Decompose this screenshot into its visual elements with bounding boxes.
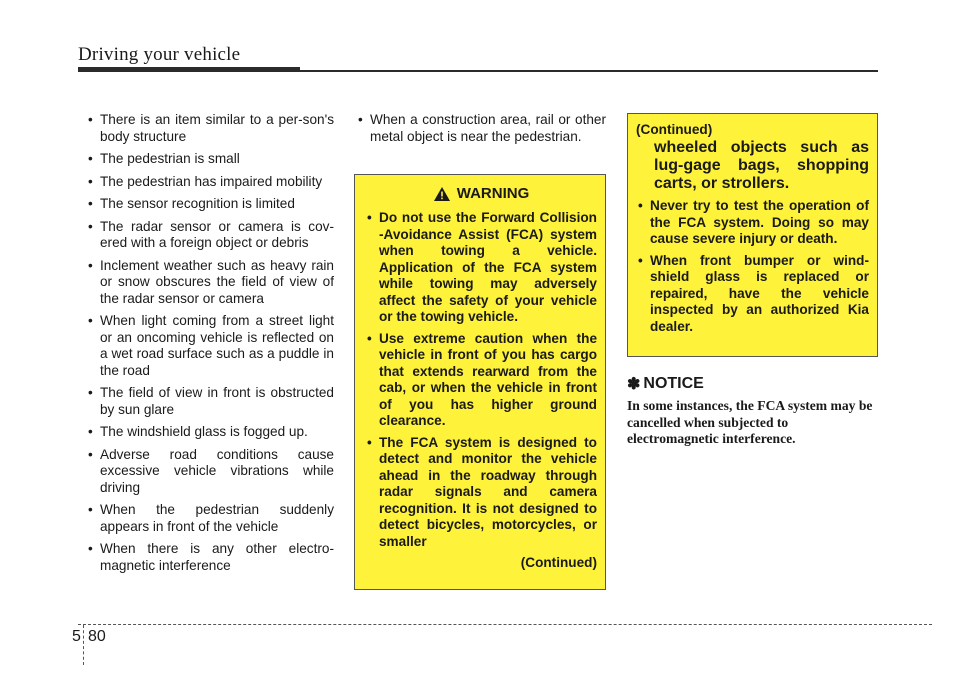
notice-title: NOTICE <box>643 375 704 392</box>
list-item: • When light coming from a street light or an oncoming vehicle is reflected on a wet road surface such as a puddle in the road <box>86 313 334 379</box>
continued-label: (Continued) <box>520 555 597 570</box>
notice-heading <box>627 374 882 394</box>
warning-heading <box>365 185 597 202</box>
list-item: • The sensor recognition is limited <box>86 196 334 213</box>
list-item: • The pedestrian has impaired mobility <box>86 174 334 191</box>
page-number: 80 <box>88 628 106 645</box>
list-item: • There is an item similar to a per-son's body structure <box>86 112 334 145</box>
list-item: • Inclement weather such as heavy rain or snow obscures the field of view of the radar sensor or camera <box>86 258 334 308</box>
list-item: • Do not use the Forward Collision -Avoidance Assist (FCA) system when towing a vehicle. Application of the FCA system while towing may adversely affect the safety of your vehicle or the towing vehicle. <box>365 210 597 326</box>
middle-column <box>356 112 606 151</box>
warning-box <box>354 174 606 590</box>
condition-list <box>86 112 334 574</box>
list-item: • When front bumper or wind-shield glass is replaced or repaired, have the vehicle inspected by an authorized Kia dealer. <box>636 253 869 336</box>
warning-list <box>365 210 597 550</box>
notice-text: In some instances, the FCA system may be cancelled when subjected to electromagnetic interference. <box>627 398 873 446</box>
warning-continued-box <box>627 113 878 357</box>
chapter-number: 5 <box>72 628 81 645</box>
list-item: • When a construction area, rail or other metal object is near the pedestrian. <box>356 112 606 145</box>
notice-star-icon: ✽ <box>627 376 641 393</box>
list-item: • When the pedestrian suddenly appears in front of the vehicle <box>86 502 334 535</box>
header-rule-thin <box>300 70 878 72</box>
continued-text: wheeled objects such as lug-gage bags, shopping carts, or strollers. <box>654 139 869 192</box>
header-title: Driving your vehicle <box>78 44 241 65</box>
list-item: • The field of view in front is obstructed by sun glare <box>86 385 334 418</box>
warning-triangle-icon <box>433 186 451 202</box>
condition-list-continued <box>356 112 606 145</box>
list-item: • The FCA system is designed to detect and monitor the vehicle ahead in the roadway through radar signals and camera recognition. It is not designed to detect bicycles, motorcycles, or smaller <box>365 435 597 551</box>
notice-section <box>627 374 882 448</box>
list-item: • Adverse road conditions cause excessive vehicle vibrations while driving <box>86 447 334 497</box>
warning-title: WARNING <box>456 185 530 202</box>
list-item: • The pedestrian is small <box>86 151 334 168</box>
list-item: • The radar sensor or camera is cov-ered with a foreign object or debris <box>86 219 334 252</box>
footer-rule <box>78 624 932 625</box>
footer-divider <box>83 625 84 665</box>
header-rule-thick <box>78 67 300 72</box>
left-column <box>86 112 334 580</box>
warning-list-continued <box>636 198 869 335</box>
list-item: • Never try to test the operation of the FCA system. Doing so may cause severe injury or death. <box>636 198 869 248</box>
list-item: • Use extreme caution when the vehicle in front of you has cargo that extends rearward from the cab, or when the vehicle in front of you has higher ground clearance. <box>365 331 597 430</box>
list-item: • When there is any other electro-magnetic interference <box>86 541 334 574</box>
continued-label: (Continued) <box>636 122 713 137</box>
list-item: • The windshield glass is fogged up. <box>86 424 334 441</box>
